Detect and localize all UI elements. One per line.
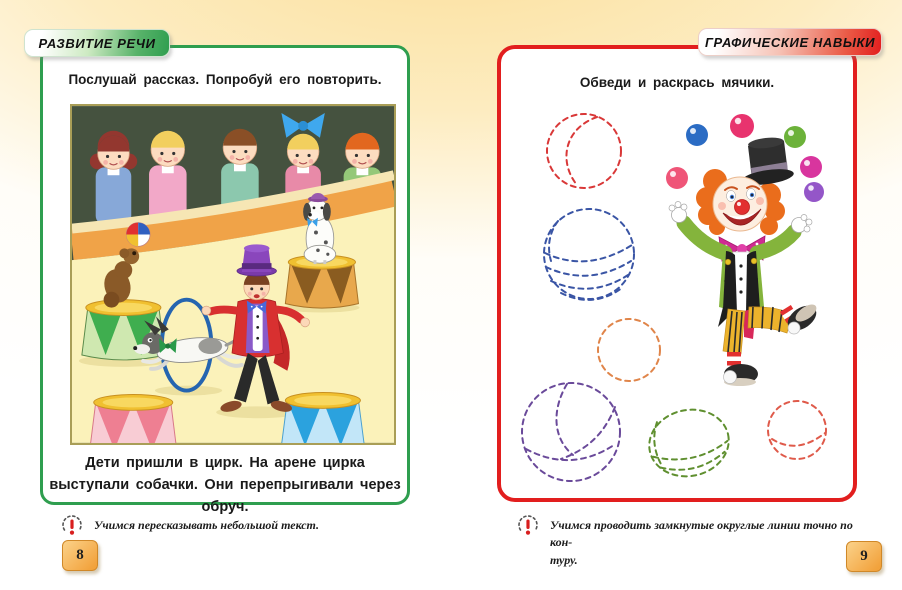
right-footnote-line-2: туру. [550,552,578,567]
clown-face [713,177,767,231]
left-page-title: РАЗВИТИЕ РЕЧИ [38,35,156,51]
right-instruction: Обведи и раскрась мячики. [579,75,775,90]
dotted-ball-purple [522,383,620,481]
right-footnote-line-1: Учимся проводить замкнутые округлые линии точно по кон- [550,518,853,550]
podium-pink [90,395,177,445]
circus-illustration [70,104,396,445]
left-footnote [60,514,405,538]
right-page-header-tab [698,28,882,56]
left-instruction: Послушай рассказ. Попробуй его повторить. [68,72,382,87]
dotted-ball-red-large [547,114,621,188]
right-page-frame [497,45,857,502]
page-number-left: 8 [62,540,98,571]
clown-shoe-left [724,364,759,386]
page-number-right: 9 [846,541,882,572]
left-footnote-text: Учимся пересказывать небольшой текст. [94,518,320,532]
tracing-balls-illustration [501,49,853,498]
dotted-ball-orange-small [598,319,660,381]
clown-illustration [666,114,824,386]
story-line-2: собачки. Они перепрыгивали через обруч. [135,476,401,515]
left-page-header-tab [24,29,170,57]
podium-blue [281,393,364,445]
right-page-title: ГРАФИЧЕСКИЕ НАВЫКИ [704,34,876,50]
left-page-frame [40,45,410,515]
clown-legs [723,301,821,386]
dotted-ball-green-striped [643,402,735,483]
attention-icon [516,514,540,538]
dotted-ball-red-small [768,401,826,459]
attention-icon [60,514,84,538]
balanced-ball [126,223,150,247]
dotted-ball-blue-striped [544,209,634,300]
story-line-1: Дети пришли в цирк. На арене цирка выступали [49,455,365,493]
right-footnote [516,514,866,569]
clown-sock-left [727,352,741,366]
story-text [49,453,401,518]
